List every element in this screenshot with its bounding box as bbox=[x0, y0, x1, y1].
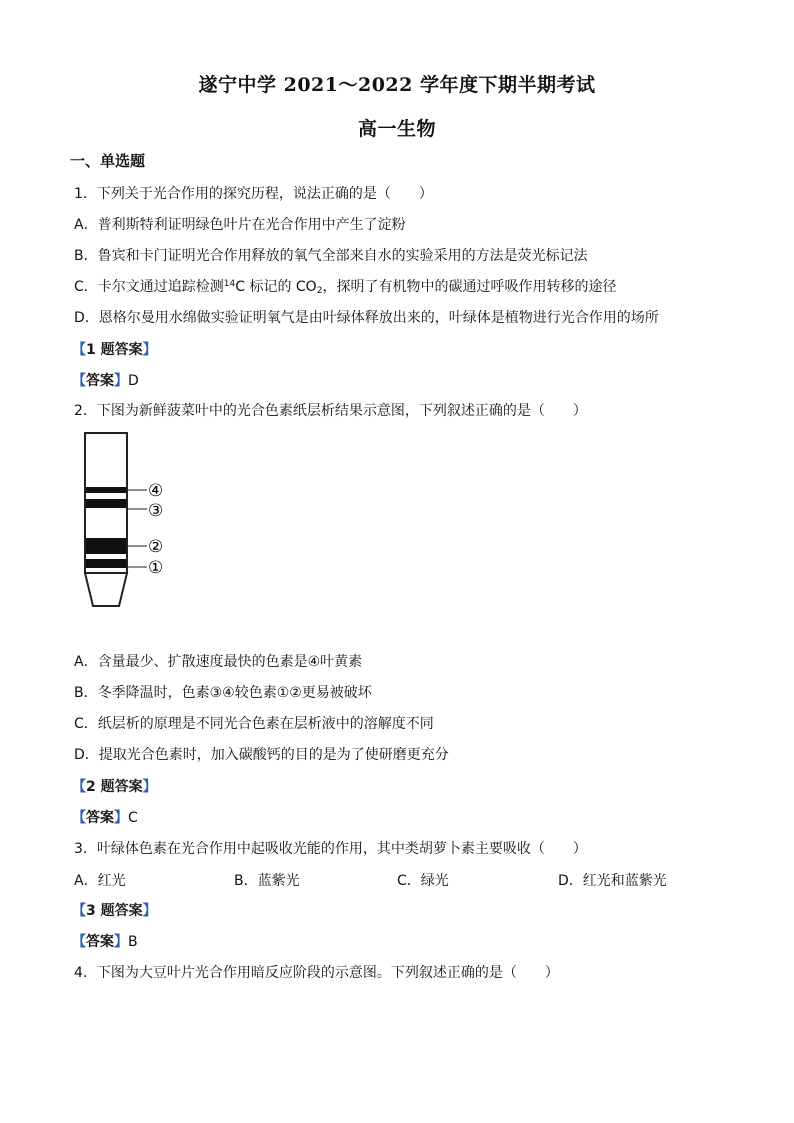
q1-option-c-text: C．卡尔文通过追踪检测 bbox=[74, 279, 224, 295]
q3-answer: 【答案】B bbox=[72, 934, 138, 950]
paper-tip bbox=[85, 573, 127, 606]
q2-option-a: A．含量最少、扩散速度最快的色素是④叶黄素 bbox=[74, 654, 363, 670]
exam-title: 遂宁中学 2021～2022 学年度下期半期考试 bbox=[198, 74, 596, 96]
q2-option-c: C．纸层析的原理是不同光合色素在层析液中的溶解度不同 bbox=[74, 716, 434, 732]
q1-option-c-isotope: 14 bbox=[223, 279, 236, 289]
band-label-3: ③ bbox=[148, 501, 164, 521]
band-label-4: ④ bbox=[148, 481, 164, 501]
q1-answer-tag: 【1 题答案】 bbox=[72, 342, 157, 358]
q3-stem: 3．叶绿体色素在光合作用中起吸收光能的作用，其中类胡萝卜素主要吸收（ ） bbox=[74, 841, 587, 857]
band-label-2: ② bbox=[148, 537, 164, 557]
band-2 bbox=[86, 538, 126, 554]
q3-option-c: C．绿光 bbox=[397, 873, 449, 889]
q1-option-c bbox=[74, 276, 616, 296]
q2-answer-tag: 【2 题答案】 bbox=[72, 779, 157, 795]
q1-stem: 1．下列关于光合作用的探究历程，说法正确的是（ ） bbox=[74, 186, 433, 202]
q2-answer-value: C bbox=[128, 810, 138, 826]
q1-option-d: D．恩格尔曼用水绵做实验证明氧气是由叶绿体释放出来的，叶绿体是植物进行光合作用的场所 bbox=[74, 310, 659, 326]
q3-answer-tag: 【3 题答案】 bbox=[72, 903, 157, 919]
q1-option-b: B．鲁宾和卡门证明光合作用释放的氧气全部来自水的实验采用的方法是荧光标记法 bbox=[74, 248, 588, 264]
q2-stem: 2．下图为新鲜菠菜叶中的光合色素纸层析结果示意图，下列叙述正确的是（ ） bbox=[74, 403, 587, 419]
q2-option-d: D．提取光合色素时，加入碳酸钙的目的是为了使研磨更充分 bbox=[74, 747, 449, 763]
q1-option-c-text-end: ，探明了有机物中的碳通过呼吸作用转移的途径 bbox=[322, 279, 617, 295]
q2-answer: 【答案】C bbox=[72, 810, 138, 826]
q3-option-b: B．蓝紫光 bbox=[234, 873, 300, 889]
q3-option-d: D．红光和蓝紫光 bbox=[558, 873, 667, 889]
q3-option-a: A．红光 bbox=[74, 873, 126, 889]
band-label-1: ① bbox=[148, 558, 164, 578]
band-3 bbox=[86, 499, 126, 508]
q1-answer-value: D bbox=[128, 373, 139, 389]
q3-answer-value: B bbox=[128, 934, 138, 950]
q1-answer: 【答案】D bbox=[72, 373, 139, 389]
section-heading: 一、单选题 bbox=[70, 152, 146, 170]
exam-subject: 高一生物 bbox=[357, 118, 436, 140]
band-1 bbox=[86, 559, 126, 568]
band-4 bbox=[86, 487, 126, 493]
q1-option-c-formula: C 标记的 CO bbox=[235, 279, 317, 295]
chromatography-diagram bbox=[74, 430, 204, 610]
q1-option-c-subscript: 2 bbox=[316, 286, 323, 296]
q2-option-b: B．冬季降温时，色素③④较色素①②更易被破坏 bbox=[74, 685, 372, 701]
q4-stem: 4．下图为大豆叶片光合作用暗反应阶段的示意图。下列叙述正确的是（ ） bbox=[74, 965, 559, 981]
q1-option-a: A．普利斯特利证明绿色叶片在光合作用中产生了淀粉 bbox=[74, 217, 406, 233]
